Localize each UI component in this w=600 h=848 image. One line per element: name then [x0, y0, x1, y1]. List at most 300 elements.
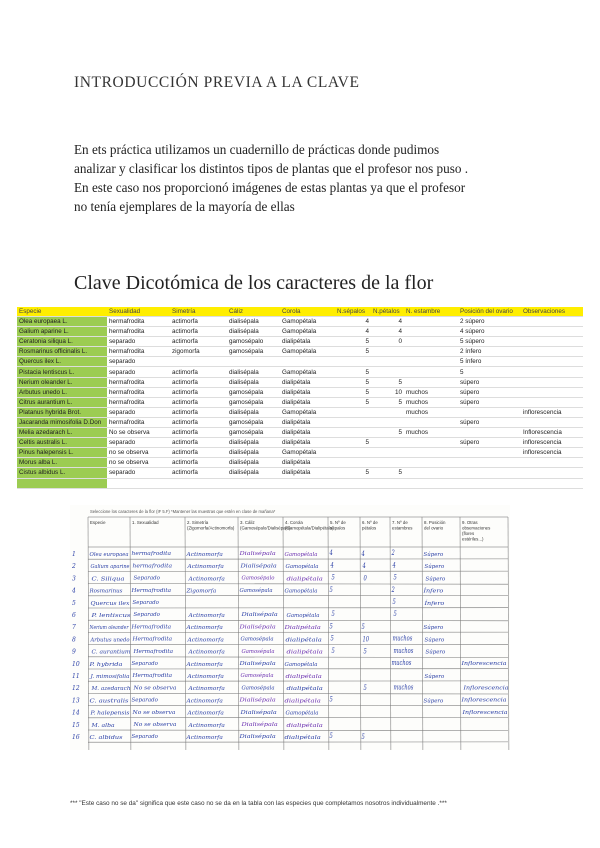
handwritten-entry: Actinomorfa	[185, 698, 223, 705]
handwritten-entry: Actinomorfa	[185, 735, 223, 741]
table-row	[17, 337, 583, 347]
sheet-header-label: (Gamopétala/Dialipétala)	[285, 525, 334, 531]
handwritten-entry: 4	[329, 561, 334, 570]
table-cell: gamosépala	[227, 397, 280, 407]
table-cell: gamosépala	[227, 347, 280, 357]
handwritten-entry: 5	[393, 610, 398, 619]
handwritten-entry: Arbutus unedo	[89, 637, 131, 644]
table-cell: 0	[371, 337, 404, 347]
table-cell: dialipétala	[280, 438, 335, 448]
table-row	[17, 387, 583, 397]
handwritten-entry: muchos	[393, 683, 414, 692]
row-number: 1	[72, 551, 76, 558]
handwritten-entry: 2	[390, 585, 396, 594]
table-cell: Gamopétala	[280, 367, 335, 377]
handwritten-entry: 5	[329, 695, 334, 704]
handwritten-entry: Galium aparine	[90, 564, 131, 571]
table-cell	[227, 478, 280, 488]
handwritten-entry: Gamopétala	[284, 588, 319, 595]
table-cell	[335, 428, 371, 438]
handwritten-entry: C. aurantium	[91, 649, 131, 656]
handwritten-entry: 5	[393, 573, 398, 582]
table-cell	[335, 458, 371, 468]
table-row	[17, 458, 583, 468]
table-cell: separado	[107, 337, 170, 347]
handwritten-entry: Gamopétala	[284, 552, 319, 558]
handwritten-entry: 5	[330, 634, 335, 643]
handwritten-entry: Súpero	[424, 637, 445, 644]
table-cell	[404, 458, 458, 468]
handwritten-entry: Súpero	[423, 625, 444, 632]
table-cell: 5 súpero	[458, 337, 521, 347]
handwritten-entry: Actinomorfa	[185, 661, 223, 668]
table-cell: 5	[335, 337, 371, 347]
table-cell: dialisépala	[227, 458, 280, 468]
species-cell: Ceratonia siliqua L.	[17, 337, 107, 347]
table-cell: dialipétala	[280, 377, 335, 387]
species-cell	[17, 478, 107, 488]
table-row	[17, 478, 583, 488]
row-number: 12	[72, 685, 80, 693]
sheet-header-label: 3. Cáliz	[240, 520, 255, 525]
table-cell: súpero	[458, 387, 521, 397]
sheet-header-label: (flores	[462, 531, 475, 536]
table-cell: dialisépala	[227, 367, 280, 377]
handwritten-entry: Ínfero	[424, 600, 442, 607]
handwritten-entry: Gamosépala	[241, 685, 277, 692]
table-row	[17, 347, 583, 357]
table-cell: 5	[335, 438, 371, 448]
sheet-header-label: estériles...)	[462, 536, 484, 542]
sheet-header-label: observaciones	[462, 525, 491, 531]
handwritten-entry: Gamopétala	[285, 564, 320, 571]
table-cell: súpero	[458, 377, 521, 387]
handwritten-entry: dialipétala	[286, 649, 317, 656]
grid-line	[88, 584, 508, 585]
table-cell	[371, 367, 404, 377]
handwritten-entry: dialipétala	[284, 698, 315, 705]
table-cell: dialisépala	[227, 377, 280, 387]
table-row	[17, 327, 583, 337]
table-body	[17, 317, 583, 489]
handwritten-entry: Inflorescencia	[460, 661, 507, 667]
row-number: 10	[72, 660, 80, 668]
handwritten-entry: Dialipétala	[284, 625, 316, 632]
grid-line	[88, 693, 508, 694]
handwritten-entry: 4	[361, 562, 366, 571]
table-row	[17, 367, 583, 377]
table-cell: hermafrodita	[107, 417, 170, 427]
row-number: 9	[72, 648, 76, 656]
handwritten-entry: Inflorescencia	[462, 685, 509, 692]
handwritten-entry: Nerium oleander	[88, 625, 129, 632]
species-cell: Quercus ilex L.	[17, 357, 107, 367]
table-cell: actimorfa	[170, 367, 227, 377]
table-cell: dialipétala	[280, 428, 335, 438]
handwritten-entry: 5	[361, 623, 366, 632]
table-cell: Gamopétala	[280, 317, 335, 327]
handwritten-entry: Separado	[131, 734, 159, 741]
table-row	[17, 317, 583, 327]
handwritten-entry: Hermafrodita	[131, 673, 173, 680]
table-cell: dialipétala	[280, 468, 335, 478]
handwritten-entry: M. azedarach	[90, 686, 131, 693]
column-header: N. estambre	[404, 307, 458, 317]
handwritten-entry: 5	[329, 585, 334, 594]
table-cell: 2 súpero	[458, 317, 521, 327]
table-cell: hermafrodita	[107, 347, 170, 357]
table-cell: 4	[335, 317, 371, 327]
species-cell: Morus alba L.	[17, 458, 107, 468]
row-number: 16	[72, 734, 80, 741]
table-cell	[170, 478, 227, 488]
flower-characters-table	[17, 307, 583, 489]
handwritten-entry: 5	[363, 647, 368, 656]
table-cell: 5	[371, 468, 404, 478]
table-cell	[458, 407, 521, 417]
column-header: Observaciones	[521, 307, 583, 317]
table-cell: gamosépala	[227, 387, 280, 397]
sheet-header-label: pétalos	[362, 525, 377, 531]
handwritten-entry: muchos	[392, 634, 413, 643]
handwritten-table	[70, 505, 510, 750]
table-cell	[371, 458, 404, 468]
handwritten-entry: dialipétala	[286, 576, 317, 583]
handwritten-entry: Separado	[132, 600, 160, 606]
table-cell: No se observa	[107, 428, 170, 438]
sheet-header-label: 2. Simetría	[187, 520, 209, 525]
handwritten-entry: Hermafrodita	[130, 587, 172, 594]
table-cell: 10	[371, 387, 404, 397]
handwritten-entry: dialipétala	[284, 735, 315, 741]
table-cell: zigomorfa	[170, 347, 227, 357]
column-header: N.sépalos	[335, 307, 371, 317]
table-cell: actimorfa	[170, 317, 227, 327]
table-cell	[458, 478, 521, 488]
table-cell	[521, 327, 583, 337]
handwritten-entry: Actinomorfa	[187, 686, 225, 693]
handwritten-entry: muchos	[393, 646, 414, 655]
key-heading: Clave Dicotómica de los caracteres de la flor	[74, 272, 434, 294]
handwritten-entry: Súpero	[423, 552, 444, 558]
table-cell	[521, 317, 583, 327]
sheet-header-label: 5. Nº de	[330, 520, 346, 525]
table-cell	[404, 448, 458, 458]
handwritten-entry: Actinomorfa	[187, 576, 225, 583]
table-cell: hermafrodita	[107, 397, 170, 407]
table-cell: actimorfa	[170, 337, 227, 347]
table-cell: dialisépala	[227, 327, 280, 337]
table-cell	[371, 357, 404, 367]
handwritten-entry: Actinomorfa	[187, 613, 225, 619]
grid-line	[88, 730, 508, 731]
sheet-header-label: 4. Corola	[285, 520, 303, 525]
species-cell: Olea europaea L.	[17, 317, 107, 327]
table-cell: actimorfa	[170, 397, 227, 407]
table-cell: súpero	[458, 417, 521, 427]
table-cell	[521, 347, 583, 357]
table-cell: 2 ínfero	[458, 347, 521, 357]
handwritten-entry: hermafrodita	[131, 551, 172, 558]
table-cell: 5	[458, 367, 521, 377]
table-cell: súpero	[458, 438, 521, 448]
handwritten-entry: Dialisépala	[239, 697, 271, 704]
table-cell	[280, 357, 335, 367]
table-cell: separado	[107, 407, 170, 417]
table-cell	[280, 478, 335, 488]
handwritten-entry: Quercus ilex	[90, 600, 131, 607]
table-cell	[371, 478, 404, 488]
handwritten-entry: Inflorescencia	[460, 697, 507, 704]
table-cell: muchos	[404, 397, 458, 407]
table-cell: dialipétala	[280, 397, 335, 407]
table-cell	[458, 468, 521, 478]
table-row	[17, 468, 583, 478]
table-cell: 5	[371, 397, 404, 407]
table-cell	[521, 458, 583, 468]
table-row	[17, 417, 583, 427]
sheet-header-label: 6. Nº de	[362, 520, 378, 525]
handwritten-entry: Dialisépala	[240, 709, 272, 716]
sheet-caption: Seleccione los caracteres de la flor (IF 5.F) *Mantener las muestras que estén en clase de mañana*	[90, 509, 276, 514]
row-number: 5	[72, 599, 76, 607]
table-cell	[404, 478, 458, 488]
handwritten-entry: Actinomorfa	[186, 710, 224, 717]
handwritten-entry: Separado	[131, 697, 159, 704]
table-cell: Inflorescencia	[521, 428, 583, 438]
handwritten-entry: Gamosépala	[240, 636, 276, 643]
handwritten-entry: P. halepensis	[89, 710, 130, 717]
species-cell: Nerium oleander L.	[17, 377, 107, 387]
handwritten-entry: Actinomorfa	[185, 625, 223, 632]
handwritten-entry: Súpero	[425, 649, 446, 656]
species-cell: Celtis australis L.	[17, 438, 107, 448]
table-cell	[227, 357, 280, 367]
handwritten-entry: 5	[331, 646, 336, 655]
table-cell: muchos	[404, 387, 458, 397]
handwritten-entry: Súpero	[423, 698, 444, 705]
table-cell: 5	[335, 387, 371, 397]
sheet-header-label: 8. Posición	[424, 520, 446, 525]
handwritten-entry: hermafrodita	[132, 563, 173, 570]
table-cell: muchos	[404, 407, 458, 417]
column-header: N.pétalos	[371, 307, 404, 317]
grid-line	[508, 517, 509, 750]
handwritten-entry: Gamosépala	[239, 587, 275, 594]
grid-line	[88, 657, 508, 658]
handwritten-entry: Actinomorfa	[186, 637, 224, 644]
handwritten-entry: 2	[390, 549, 396, 558]
table-cell	[458, 428, 521, 438]
table-cell: 5	[335, 377, 371, 387]
row-number: 7	[72, 624, 76, 632]
intro-heading: INTRODUCCIÓN PREVIA A LA CLAVE	[74, 74, 360, 91]
handwritten-entry: Separado	[133, 575, 161, 582]
table-cell	[521, 357, 583, 367]
table-cell	[521, 478, 583, 488]
table-cell: dialipétala	[280, 458, 335, 468]
handwritten-entry: Gamosépala	[240, 673, 276, 680]
handwritten-entry: Actinomorfa	[185, 552, 223, 558]
handwritten-entry: Súpero	[425, 576, 446, 583]
table-cell: dialisépala	[227, 468, 280, 478]
table-cell	[335, 407, 371, 417]
handwritten-entry: 5	[329, 732, 334, 741]
sheet-header-label: (Gamosépalo/Dialisépalo)	[240, 525, 291, 531]
table-cell: hermafrodita	[107, 327, 170, 337]
row-number: 11	[72, 673, 80, 680]
handwritten-entry: Dialisépala	[241, 612, 273, 619]
intro-line: no tenía ejemplares de la mayoría de ellas	[74, 199, 295, 214]
handwritten-entry: Rosmarinus	[88, 588, 123, 595]
handwritten-entry: Gamopétala	[286, 613, 321, 619]
column-header: Corola	[280, 307, 335, 317]
row-number: 14	[72, 709, 80, 717]
table-cell	[371, 417, 404, 427]
handwritten-entry: 5	[331, 573, 336, 582]
table-cell	[458, 448, 521, 458]
table-cell	[404, 468, 458, 478]
handwritten-entry: C. Siliqua	[91, 576, 125, 583]
row-number: 13	[72, 697, 80, 705]
species-cell: Pistacia lentiscus L.	[17, 367, 107, 377]
table-cell	[404, 417, 458, 427]
handwritten-entry: Súpero	[424, 674, 445, 680]
table-cell	[404, 438, 458, 448]
table-row	[17, 377, 583, 387]
table-cell: dialipétala	[280, 417, 335, 427]
sheet-header-label: 1. Sexualidad	[132, 520, 159, 525]
handwritten-entry: Hermafrodita	[132, 648, 174, 655]
table-cell	[404, 347, 458, 357]
handwritten-entry: J. mimosifolia	[89, 674, 130, 680]
table-cell: Gamopétala	[280, 448, 335, 458]
species-cell: Cistus albidus L.	[17, 468, 107, 478]
table-cell: separado	[107, 468, 170, 478]
grid-line	[460, 517, 461, 750]
table-cell: hermafrodita	[107, 317, 170, 327]
handwritten-entry: Separado	[133, 612, 161, 619]
table-row	[17, 448, 583, 458]
sheet-header-label: 9. Otras	[462, 520, 478, 525]
handwritten-entry: Actinomorfa	[187, 649, 225, 656]
table-cell: dialisépala	[227, 317, 280, 327]
handwritten-entry: Dialisépala	[239, 624, 271, 631]
handwritten-entry: M. alba	[90, 722, 115, 729]
table-cell: actimorfa	[170, 377, 227, 387]
table-cell: separado	[107, 367, 170, 377]
handwritten-entry: Súpero	[424, 564, 445, 571]
table-cell: Gamopétala	[280, 407, 335, 417]
intro-line: En este caso nos proporcionó imágenes de estas plantas ya que el profesor	[74, 180, 466, 195]
handwritten-entry: 10	[362, 635, 370, 644]
table-cell: gamosépala	[227, 428, 280, 438]
handwritten-entry: Dialisépala	[241, 722, 273, 728]
row-number: 6	[72, 612, 76, 619]
table-cell: separado	[107, 357, 170, 367]
table-cell: dialisépala	[227, 438, 280, 448]
table-cell: actimorfa	[170, 468, 227, 478]
table-row	[17, 397, 583, 407]
table-cell: dialipétala	[280, 387, 335, 397]
sheet-header-label: (Zigomorfa/Actinomorfa)	[187, 525, 235, 531]
handwritten-entry: muchos	[391, 659, 412, 667]
table-cell	[521, 417, 583, 427]
handwritten-entry: Hermafrodita	[131, 636, 173, 643]
column-header: Sexualidad	[107, 307, 170, 317]
table-cell	[521, 397, 583, 407]
species-cell: Citrus aurantium L.	[17, 397, 107, 407]
table-cell	[404, 377, 458, 387]
table-cell	[335, 478, 371, 488]
table-cell	[521, 468, 583, 478]
handwritten-entry: 5	[331, 610, 336, 619]
handwritten-entry: 5	[329, 622, 334, 631]
table-cell: actimorfa	[170, 428, 227, 438]
table-cell: actimorfa	[170, 327, 227, 337]
table-cell	[458, 458, 521, 468]
row-number: 8	[72, 636, 76, 644]
table-cell	[371, 438, 404, 448]
handwritten-sheet-photo	[70, 505, 510, 750]
handwritten-entry: No se observa	[132, 722, 177, 728]
table-cell: 4 súpero	[458, 327, 521, 337]
table-cell: 5	[335, 347, 371, 357]
sheet-header-label: 7. Nº de	[392, 520, 408, 525]
table-cell: 5	[335, 367, 371, 377]
row-number: 2	[72, 563, 76, 571]
table-cell	[404, 367, 458, 377]
table-cell	[404, 357, 458, 367]
table-cell	[335, 448, 371, 458]
handwritten-entry: Separado	[131, 661, 159, 667]
handwritten-entry: 0	[363, 574, 368, 583]
table-row	[17, 357, 583, 367]
row-number: 4	[72, 587, 76, 595]
handwritten-entry: Inflorescencia	[461, 709, 508, 716]
table-cell: gamosépala	[227, 417, 280, 427]
sheet-header-label: estambres	[392, 525, 413, 531]
table-cell	[521, 377, 583, 387]
row-number: 15	[72, 721, 80, 729]
handwritten-entry: Olea europaea	[89, 552, 129, 558]
species-cell: Arbutus unedo L.	[17, 387, 107, 397]
table-cell: dialisépala	[227, 407, 280, 417]
table-cell: 4	[371, 327, 404, 337]
sheet-header-label: sépalos	[330, 525, 346, 531]
handwritten-entry: Gamopétala	[284, 661, 319, 668]
handwritten-entry: dialipétala	[286, 686, 317, 693]
intro-line: analizar y clasificar los distintos tipos de plantas que el profesor nos puso .	[74, 161, 469, 176]
species-cell: Jacaranda mimosifolia D.Don	[17, 417, 107, 427]
handwritten-entry: No se observa	[132, 685, 177, 692]
table-cell	[335, 357, 371, 367]
table-cell: 5 ínfero	[458, 357, 521, 367]
table-cell	[371, 407, 404, 417]
table-cell: actimorfa	[170, 448, 227, 458]
table-cell	[521, 337, 583, 347]
species-cell: Galium aparine L.	[17, 327, 107, 337]
table-cell: 5	[335, 397, 371, 407]
table-cell: no se observa	[107, 448, 170, 458]
species-cell: Pinus halepensis L.	[17, 448, 107, 458]
column-header: Posición del ovario	[458, 307, 521, 317]
table-cell	[335, 417, 371, 427]
handwritten-entry: P. lentiscus	[90, 613, 131, 619]
table-row	[17, 407, 583, 417]
table-cell: Gamopétala	[280, 347, 335, 357]
species-cell: Platanus hybrida Brot.	[17, 407, 107, 417]
